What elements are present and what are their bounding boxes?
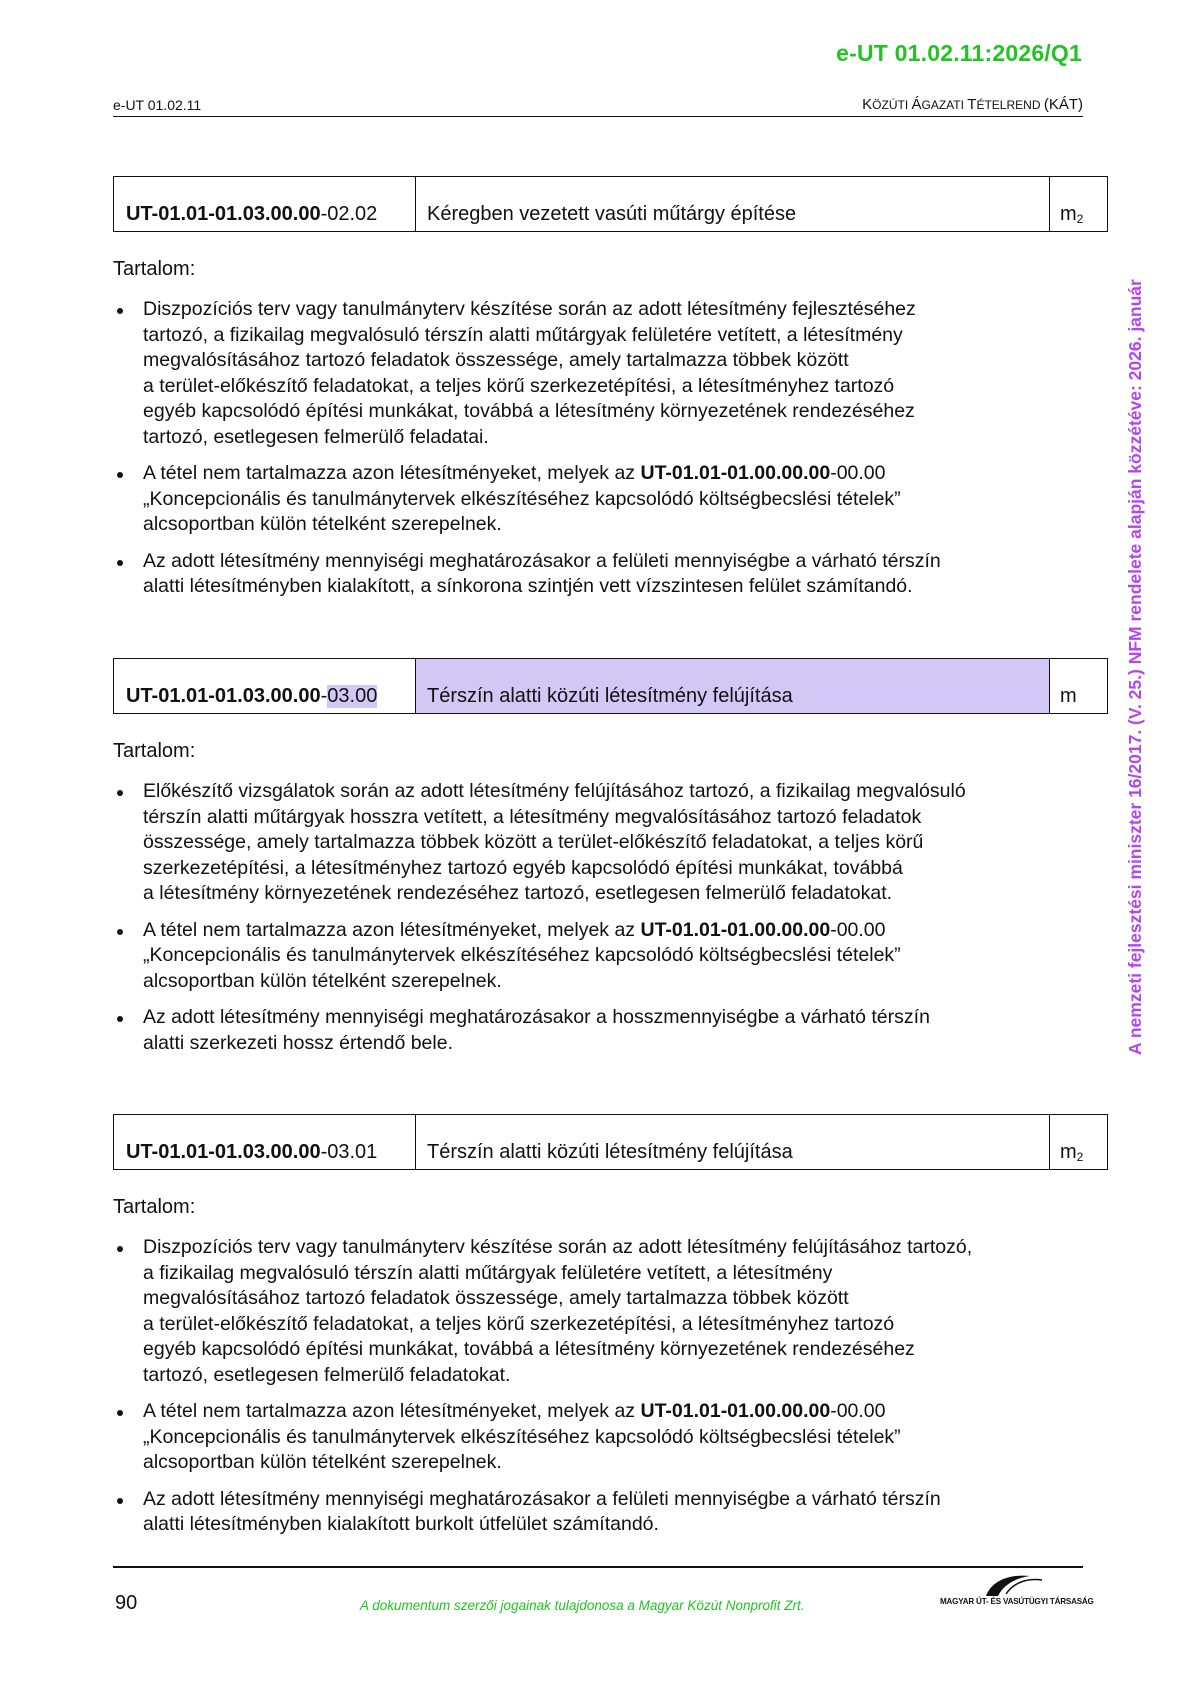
item-title: Térszín alatti közúti létesítmény felújítása — [416, 659, 1050, 713]
list-item: Az adott létesítmény mennyiségi meghatározásakor a hosszmennyiségbe a várható térszín alatti szerkezeti hossz értendő bele. — [113, 1005, 1098, 1056]
list-item: A tétel nem tartalmazza azon létesítményeket, melyek az UT-01.01-01.00.00.00-00.00 „Koncepcionális és tanulmánytervek elkészítéséhez kapcsolódó költségbecslési tételek” alcsoportban külön tételként szerepelnek. — [113, 461, 1098, 538]
item-content-list — [113, 779, 1098, 1067]
item-header-table — [113, 1114, 1108, 1170]
item-header-table — [113, 658, 1108, 714]
document-code: e-UT 01.02.11:2026/Q1 — [836, 40, 1082, 66]
reference-code: UT-01.01-01.00.00.00 — [640, 1400, 831, 1422]
item-unit: m $_2$ — [1060, 203, 1084, 226]
header-left: e-UT 01.02.11 — [113, 97, 202, 113]
list-item: Diszpozíciós terv vagy tanulmányterv készítése során az adott létesítmény felújításához tartozó, a fizikailag megvalósuló térszín alatti műtárgyak felületére vetített, a létesítmény megvalósításához tartozó feladatok összessége, amely tartalmazza többek között a terület-előkészítő feladatokat, a teljes körű szerkezetépítési, a létesítményhez tartozó egyéb kapcsolódó építési munkákat, továbbá a létesítmény környezetének rendezéséhez tartozó, esetlegesen felmerülő feladatokat. — [113, 1235, 1098, 1388]
item-code: UT-01.01-01.03.00.00 -02.02 — [114, 177, 416, 231]
highlighted-code-suffix: 03.00 — [327, 685, 378, 707]
footer-divider — [113, 1566, 1083, 1568]
publisher-logo — [940, 1572, 1094, 1622]
tartalom-label: Tartalom: — [113, 740, 196, 762]
list-item: Az adott létesítmény mennyiségi meghatározásakor a felületi mennyiségbe a várható térszín alatti létesítményben kialakított burkolt útfelület számítandó. — [113, 1487, 1098, 1538]
publication-side-note: A nemzeti fejlesztési miniszter 16/2017. (V. 25.) NFM rendelete alapján közzétéve: 2026. január — [1125, 279, 1145, 1055]
item-unit: m $_2$ — [1060, 1141, 1084, 1164]
list-item: A tétel nem tartalmazza azon létesítményeket, melyek az UT-01.01-01.00.00.00-00.00 „Koncepcionális és tanulmánytervek elkészítéséhez kapcsolódó költségbecslési tételek” alcsoportban külön tételként szerepelnek. — [113, 1399, 1098, 1476]
reference-code: UT-01.01-01.00.00.00 — [640, 918, 831, 941]
item-code: UT-01.01-01.03.00.00 - 03.00 — [114, 659, 416, 713]
item-title: Térszín alatti közúti létesítmény felújítása — [416, 1115, 1050, 1169]
tartalom-label: Tartalom: — [113, 1196, 196, 1218]
item-unit: m — [1060, 685, 1077, 707]
list-item: Előkészítő vizsgálatok során az adott létesítmény felújításához tartozó, a fizikailag megvalósuló térszín alatti műtárgyak hosszra vetített, a létesítmény megvalósításához tartozó feladatok összessége, amely tartalmazza többek között a terület-előkészítő feladatokat, a teljes körű szerkezetépítési, a létesítményhez tartozó egyéb kapcsolódó építési munkákat, továbbá a létesítmény környezetének rendezéséhez tartozó, esetlegesen felmerülő feladatokat. — [113, 779, 1098, 907]
page-header — [113, 96, 1083, 117]
item-title: Kéregben vezetett vasúti műtárgy építése — [416, 177, 1050, 231]
logo-text: MAGYAR ÚT- ÉS VASÚTÜGYI TÁRSASÁG — [940, 1596, 1094, 1606]
list-item: Diszpozíciós terv vagy tanulmányterv készítése során az adott létesítmény fejlesztéséhez tartozó, a fizikailag megvalósuló térszín alatti műtárgyak felületére vetített, a létesítmény megvalósításához tartozó feladatok összessége, amely tartalmazza többek között a terület-előkészítő feladatokat, a teljes körű szerkezetépítési, a létesítményhez tartozó egyéb kapcsolódó építési munkákat, továbbá a létesítmény környezetének rendezéséhez tartozó, esetlegesen felmerülő feladatai. — [113, 297, 1098, 450]
reference-code: UT-01.01-01.00.00.00 — [640, 462, 831, 484]
item-header-table — [113, 176, 1108, 232]
page-number: 90 — [115, 1592, 138, 1614]
item-content-list — [113, 1235, 1098, 1549]
item-code: UT-01.01-01.03.00.00 -03.01 — [114, 1115, 416, 1169]
tartalom-label: Tartalom: — [113, 258, 196, 280]
item-content-list — [113, 297, 1098, 611]
list-item: A tétel nem tartalmazza azon létesítményeket, melyek az UT-01.01-01.00.00.00-00.00 „Koncepcionális és tanulmánytervek elkészítéséhez kapcsolódó költségbecslési tételek” alcsoportban külön tételként szerepelnek. — [113, 918, 1098, 995]
header-right: KÖZÚTI ÁGAZATI TÉTELREND (KÁT) — [862, 96, 1083, 113]
list-item: Az adott létesítmény mennyiségi meghatározásakor a felületi mennyiségbe a várható térszín alatti létesítményben kialakított, a sínkorona szintjén vett vízszintesen felület számítandó. — [113, 549, 1098, 600]
road-swoosh-logo-icon — [982, 1572, 1052, 1598]
copyright-notice: A dokumentum szerzői jogainak tulajdonosa a Magyar Közút Nonprofit Zrt. — [360, 1598, 805, 1613]
